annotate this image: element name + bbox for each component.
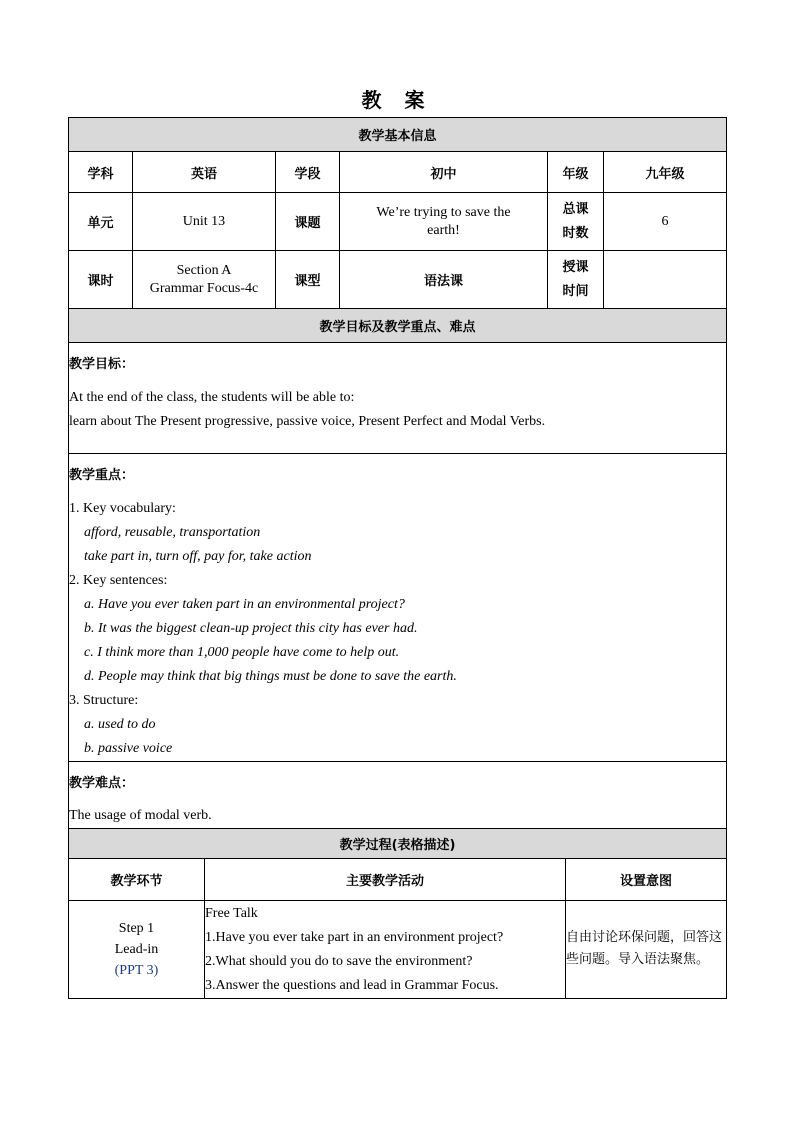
key-point-line: a. Have you ever taken part in an environmental project? bbox=[84, 597, 405, 612]
objectives-title: 教学目标： bbox=[69, 357, 135, 372]
activity-line: 2.What should you do to save the environment? bbox=[205, 953, 473, 969]
process-header: 教学过程(表格描述) bbox=[69, 829, 727, 859]
unit-label: 单元 bbox=[69, 193, 133, 251]
step-ppt-ref: (PPT 3) bbox=[114, 962, 159, 978]
teaching-time-label-line2: 时间 bbox=[562, 283, 589, 299]
difficulty-title: 教学难点： bbox=[69, 776, 135, 791]
step-cell bbox=[69, 900, 205, 998]
key-point-line: take part in, turn off, pay for, take action bbox=[84, 549, 312, 564]
key-points-list bbox=[69, 497, 726, 761]
lesson-plan-sheet bbox=[68, 117, 726, 999]
basic-info-header: 教学基本信息 bbox=[69, 118, 727, 152]
grade-label: 年级 bbox=[548, 152, 604, 193]
difficulty-text: The usage of modal verb. bbox=[69, 808, 212, 823]
table-row bbox=[69, 900, 727, 998]
process-table bbox=[68, 859, 727, 999]
key-points-section bbox=[69, 454, 727, 762]
process-col-step: 教学环节 bbox=[69, 859, 205, 900]
total-periods-label-line2: 时数 bbox=[562, 225, 589, 241]
basic-info-table bbox=[68, 117, 727, 859]
stage-label: 学段 bbox=[276, 152, 340, 193]
total-periods-label-line1: 总课 bbox=[562, 201, 589, 217]
period-value-line1: Section A bbox=[176, 262, 232, 278]
process-col-purpose: 设置意图 bbox=[566, 859, 727, 900]
lesson-type-label: 课型 bbox=[276, 251, 340, 309]
subject-label: 学科 bbox=[69, 152, 133, 193]
lesson-type-value: 语法课 bbox=[340, 251, 548, 309]
goals-header: 教学目标及教学重点、难点 bbox=[69, 309, 727, 343]
period-value-line2: Grammar Focus-4c bbox=[149, 280, 259, 296]
purpose-cell: 自由讨论环保问题，回答这些问题。导入语法聚焦。 bbox=[566, 900, 727, 998]
step-name: Step 1 bbox=[118, 920, 155, 936]
key-point-line: afford, reusable, transportation bbox=[84, 525, 261, 540]
teaching-time-label bbox=[548, 251, 604, 309]
teaching-time-label-line1: 授课 bbox=[562, 259, 589, 275]
unit-value: Unit 13 bbox=[133, 193, 276, 251]
objectives-line: learn about The Present progressive, passive voice, Present Perfect and Modal Verbs. bbox=[69, 414, 546, 429]
key-point-line: 3. Structure: bbox=[69, 693, 139, 708]
key-point-line: b. passive voice bbox=[84, 741, 173, 756]
grade-value: 九年级 bbox=[604, 152, 727, 193]
stage-value: 初中 bbox=[340, 152, 548, 193]
process-col-activities: 主要教学活动 bbox=[205, 859, 566, 900]
difficulty-section bbox=[69, 762, 727, 829]
key-point-line: 1. Key vocabulary: bbox=[69, 501, 176, 516]
activity-line: 3.Answer the questions and lead in Grammar Focus. bbox=[205, 977, 499, 993]
topic-value: We’re trying to save the earth! bbox=[340, 193, 548, 251]
topic-label: 课题 bbox=[276, 193, 340, 251]
key-point-line: b. It was the biggest clean-up project this city has ever had. bbox=[84, 621, 418, 636]
period-value bbox=[133, 251, 276, 309]
step-phase: Lead-in bbox=[114, 941, 159, 957]
subject-value: 英语 bbox=[133, 152, 276, 193]
key-point-line: c. I think more than 1,000 people have come to help out. bbox=[84, 645, 400, 660]
activity-line: Free Talk bbox=[205, 905, 258, 921]
total-periods-value: 6 bbox=[604, 193, 727, 251]
period-label: 课时 bbox=[69, 251, 133, 309]
total-periods-label bbox=[548, 193, 604, 251]
teaching-time-value bbox=[604, 251, 727, 309]
document-title: 教 案 bbox=[361, 88, 433, 112]
key-points-title: 教学重点： bbox=[69, 468, 135, 483]
objectives-section bbox=[69, 343, 727, 454]
key-point-line: d. People may think that big things must be done to save the earth. bbox=[84, 669, 457, 684]
activities-cell bbox=[205, 900, 566, 998]
key-point-line: a. used to do bbox=[84, 717, 156, 732]
key-point-line: 2. Key sentences: bbox=[69, 573, 168, 588]
objectives-line: At the end of the class, the students will be able to: bbox=[69, 390, 355, 405]
activity-line: 1.Have you ever take part in an environment project? bbox=[205, 929, 504, 945]
